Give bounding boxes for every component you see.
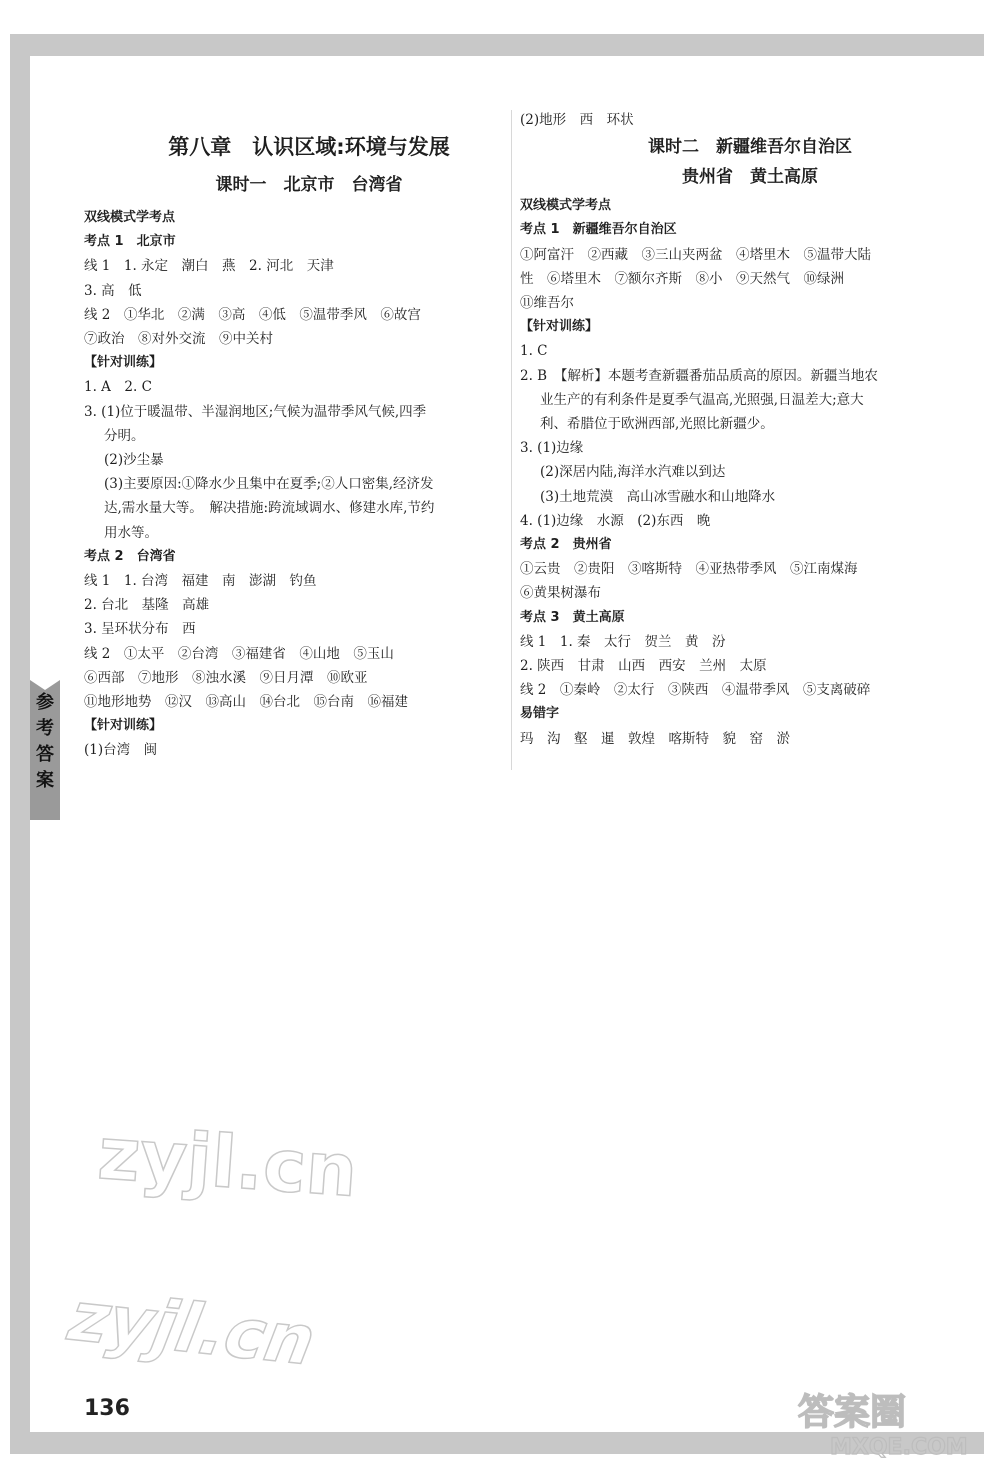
tab-char: 案 (36, 770, 54, 791)
answer-line: 3. 呈环状分布 西 (84, 621, 196, 638)
answer-line: (2)深居内陆,海洋水汽难以到达 (540, 464, 726, 481)
chapter-title: 第八章 认识区域:环境与发展 (168, 135, 450, 159)
right-column (520, 108, 940, 751)
answer-line: 3. 高 低 (84, 282, 142, 299)
answer-line: ⑦政治 ⑧对外交流 ⑨中关村 (84, 331, 273, 348)
answer-line: 易错字 (520, 706, 560, 722)
lesson1-title: 课时一 北京市 台湾省 (215, 175, 403, 195)
answer-line: 【针对训练】 (84, 355, 163, 371)
answer-line: 【针对训练】 (520, 319, 599, 335)
logo-text-url: MXQE.COM (830, 1435, 968, 1460)
watermark-zyjl: zyjl.cn (95, 1111, 361, 1213)
answer-line: 考点 1 新疆维吾尔自治区 (520, 222, 677, 238)
watermark-zyjl: zyjl.cn (56, 1278, 330, 1381)
answer-line: 4. (1)边缘 水源 (2)东西 晚 (520, 512, 711, 529)
answer-line: 线 2 ①太平 ②台湾 ③福建省 ④山地 ⑤玉山 (84, 645, 394, 662)
answer-line: 达,需水量大等。 解决措施:跨流域调水、修建水库,节约 (104, 500, 435, 517)
answer-line: ⑥西部 ⑦地形 ⑧浊水溪 ⑨日月潭 ⑩欧亚 (84, 669, 368, 686)
answer-line: (2)沙尘暴 (104, 452, 164, 469)
answer-line: 用水等。 (104, 524, 158, 541)
answer-line: 1. A 2. C (84, 379, 152, 396)
answer-line: 3. (1)位于暖温带、半湿润地区;气候为温带季风气候,四季 (84, 403, 427, 420)
answer-line: ⑥黄果树瀑布 (520, 585, 601, 602)
left-column (84, 132, 504, 763)
answer-line: 【针对训练】 (84, 718, 163, 734)
page-frame-top (10, 34, 984, 56)
page-frame-left (10, 34, 30, 1454)
answer-line: 线 1 1. 台湾 福建 南 澎湖 钓鱼 (84, 573, 317, 590)
answer-line: 考点 3 黄土高原 (520, 609, 625, 625)
answer-line: 性 ⑥塔里木 ⑦额尔齐斯 ⑧小 ⑨天然气 ⑩绿洲 (520, 270, 844, 287)
answer-line: 考点 2 台湾省 (84, 548, 176, 564)
answer-line: 2. B 【解析】本题考查新疆番茄品质高的原因。新疆当地农 (520, 367, 878, 384)
answer-line: 双线模式学考点 (84, 210, 176, 225)
tab-char: 答 (36, 744, 54, 765)
answer-line: ⑪地形地势 ⑫汉 ⑬高山 ⑭台北 ⑮台南 ⑯福建 (84, 694, 408, 711)
answer-line: ①云贵 ②贵阳 ③喀斯特 ④亚热带季风 ⑤江南煤海 (520, 561, 858, 578)
answer-line: ①阿富汗 ②西藏 ③三山夹两盆 ④塔里木 ⑤温带大陆 (520, 246, 871, 263)
page-number: 136 (84, 1396, 130, 1421)
answer-line: 线 1 1. 永定 潮白 燕 2. 河北 天津 (84, 258, 334, 275)
answer-line: 3. (1)边缘 (520, 440, 584, 457)
answer-circle-logo (790, 1380, 990, 1460)
tab-char: 考 (36, 718, 54, 739)
left-answer-lines (84, 206, 504, 763)
answer-line: (1)台湾 闽 (84, 742, 158, 759)
right-continuation-lines (520, 108, 940, 132)
answer-line: 业生产的有利条件是夏季气温高,光照强,日温差大;意大 (540, 391, 864, 408)
answer-line: 线 1 1. 秦 太行 贺兰 黄 汾 (520, 633, 726, 650)
answer-line: 考点 1 北京市 (84, 234, 176, 250)
tab-char: 参 (36, 692, 54, 713)
answer-line: 2. 台北 基隆 高雄 (84, 597, 210, 614)
lesson2-title-line1: 课时二 新疆维吾尔自治区 (648, 137, 852, 158)
column-divider (511, 110, 512, 770)
answer-line: 利、希腊位于欧洲西部,光照比新疆少。 (540, 416, 774, 433)
answer-line: (3)土地荒漠 高山冰雪融水和山地降水 (540, 488, 776, 505)
tab-notch (30, 680, 60, 690)
answer-line: 2. 陕西 甘肃 山西 西安 兰州 太原 (520, 658, 767, 675)
answer-line: 考点 2 贵州省 (520, 537, 612, 553)
answer-line: 双线模式学考点 (520, 198, 612, 214)
answer-line: (2)地形 西 环状 (520, 112, 634, 128)
right-answer-lines (520, 194, 940, 751)
answer-line: 玛 沟 壑 暹 敦煌 喀斯特 貌 窑 淤 (520, 730, 790, 747)
answer-line: 1. C (520, 343, 548, 360)
answer-line: (3)主要原因:①降水少且集中在夏季;②人口密集,经济发 (104, 476, 434, 493)
answer-line: ⑪维吾尔 (520, 295, 574, 312)
logo-text-main: 答案圈 (798, 1392, 907, 1433)
answer-line: 线 2 ①华北 ②满 ③高 ④低 ⑤温带季风 ⑥故宫 (84, 306, 421, 323)
reference-answer-tab (30, 680, 60, 820)
lesson2-title-line2: 贵州省 黄土高原 (682, 167, 818, 188)
answer-line: 分明。 (104, 427, 145, 444)
answer-line: 线 2 ①秦岭 ②太行 ③陕西 ④温带季风 ⑤支离破碎 (520, 682, 871, 699)
